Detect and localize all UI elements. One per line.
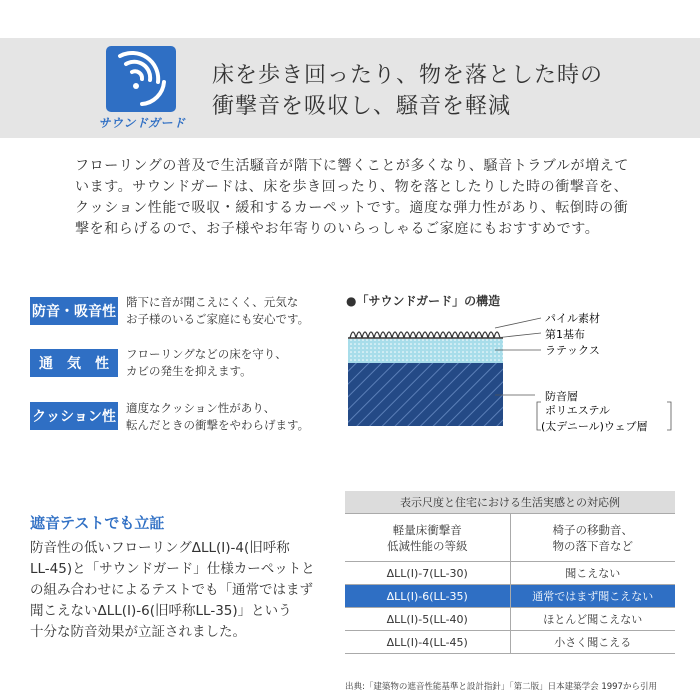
test-body (30, 538, 330, 643)
structure-diagram (345, 310, 685, 464)
test-line: LL-45)と「サウンドガード」仕様カーペットと (30, 561, 315, 577)
feature-line: 適度なクッション性があり、 (126, 401, 276, 415)
table-row (345, 631, 675, 654)
logo-label: サウンドガード (98, 116, 186, 130)
feature-badge-soundproof: 防音・吸音性 (30, 297, 118, 325)
label-polyester: ポリエステル (545, 404, 611, 417)
feature-badge-cushion: クッション性 (30, 402, 118, 430)
source-note: 出典:「建築物の遮音性能基準と設計指針」「第二版」日本建築学会 1997から引用 (345, 682, 657, 692)
table-row (345, 608, 675, 631)
sound-guard-logo (106, 46, 176, 112)
sound-wave-icon (106, 46, 176, 112)
feel-cell: 聞こえない (510, 562, 675, 585)
feature-line: 転んだときの衝撃をやわらげます。 (126, 418, 310, 432)
comparison-table (345, 491, 675, 654)
feature-line: フローリングなどの床を守り、 (126, 347, 287, 361)
feature-line: カビの発生を抑えます。 (126, 364, 252, 378)
headline-line: 衝撃音を吸収し、騒音を軽減 (212, 94, 512, 119)
test-line: 十分な防音効果が立証されました。 (30, 624, 246, 640)
feel-cell: 通常ではまず聞こえない (510, 585, 675, 608)
feel-cell: 小さく聞こえる (510, 631, 675, 654)
label-soundproof: 防音層 (545, 390, 578, 403)
grade-cell: ΔLL(Ⅰ)-5(LL-40) (345, 608, 510, 631)
grade-cell: ΔLL(Ⅰ)-7(LL-30) (345, 562, 510, 585)
feature-line: 階下に音が聞こえにくく、元気な (126, 295, 299, 309)
structure-title: ●「サウンドガード」の構造 (346, 294, 501, 308)
grade-cell: ΔLL(Ⅰ)-4(LL-45) (345, 631, 510, 654)
label-latex: ラテックス (545, 344, 600, 357)
column-header-grade (345, 514, 510, 562)
header-line: 物の落下音など (552, 538, 633, 553)
feature-line: お子様のいるご家庭にも安心です。 (126, 312, 310, 326)
table-title: 表示尺度と住宅における生活実感との対応例 (345, 491, 675, 514)
label-base-cloth: 第1基布 (545, 328, 585, 341)
test-line: の組み合わせによるテストでも「通常ではまず (30, 582, 313, 598)
intro-line: います。サウンドガードは、床を歩き回ったり、物を落としたりした時の衝撃音を、 (75, 179, 629, 195)
intro-line: フローリングの普及で生活騒音が階下に響くことが多くなり、騒音トラブルが増えて (75, 158, 629, 174)
pile-layer (350, 332, 500, 338)
label-web-layer: (太デニール)ウェブ層 (541, 420, 648, 433)
table-row (345, 562, 675, 585)
intro-line: 撃を和らげるので、お子様やお年寄りのいらっしゃるご家庭にもおすすめです。 (75, 221, 600, 237)
header-line: 低減性能の等級 (387, 538, 468, 553)
feature-badge-ventilation: 通 気 性 (30, 349, 118, 377)
intro-paragraph (75, 156, 645, 240)
headline-line: 床を歩き回ったり、物を落とした時の (212, 63, 604, 88)
test-title: 遮音テストでも立証 (30, 514, 165, 532)
feature-text-ventilation (126, 346, 287, 380)
latex-layer (348, 339, 503, 363)
test-line: 防音性の低いフローリングΔLL(Ⅰ)-4(旧呼称 (30, 540, 290, 556)
feature-text-cushion (126, 400, 309, 434)
intro-line: クッション性能で吸収・緩和するカーペットです。適度な弾力性があり、転倒時の衝 (75, 200, 629, 216)
soundproof-layer (348, 363, 503, 426)
grade-cell: ΔLL(Ⅰ)-6(LL-35) (345, 585, 510, 608)
label-pile: パイル素材 (545, 312, 600, 325)
column-header-feel (510, 514, 675, 562)
feature-text-soundproof (126, 294, 309, 328)
header-line: 椅子の移動音、 (552, 522, 633, 537)
feel-cell: ほとんど聞こえない (510, 608, 675, 631)
table-row-highlighted (345, 585, 675, 608)
test-line: 聞こえないΔLL(Ⅰ)-6(旧呼称LL-35)」という (30, 603, 292, 619)
header-line: 軽量床衝撃音 (392, 522, 462, 537)
page-headline (212, 60, 603, 122)
